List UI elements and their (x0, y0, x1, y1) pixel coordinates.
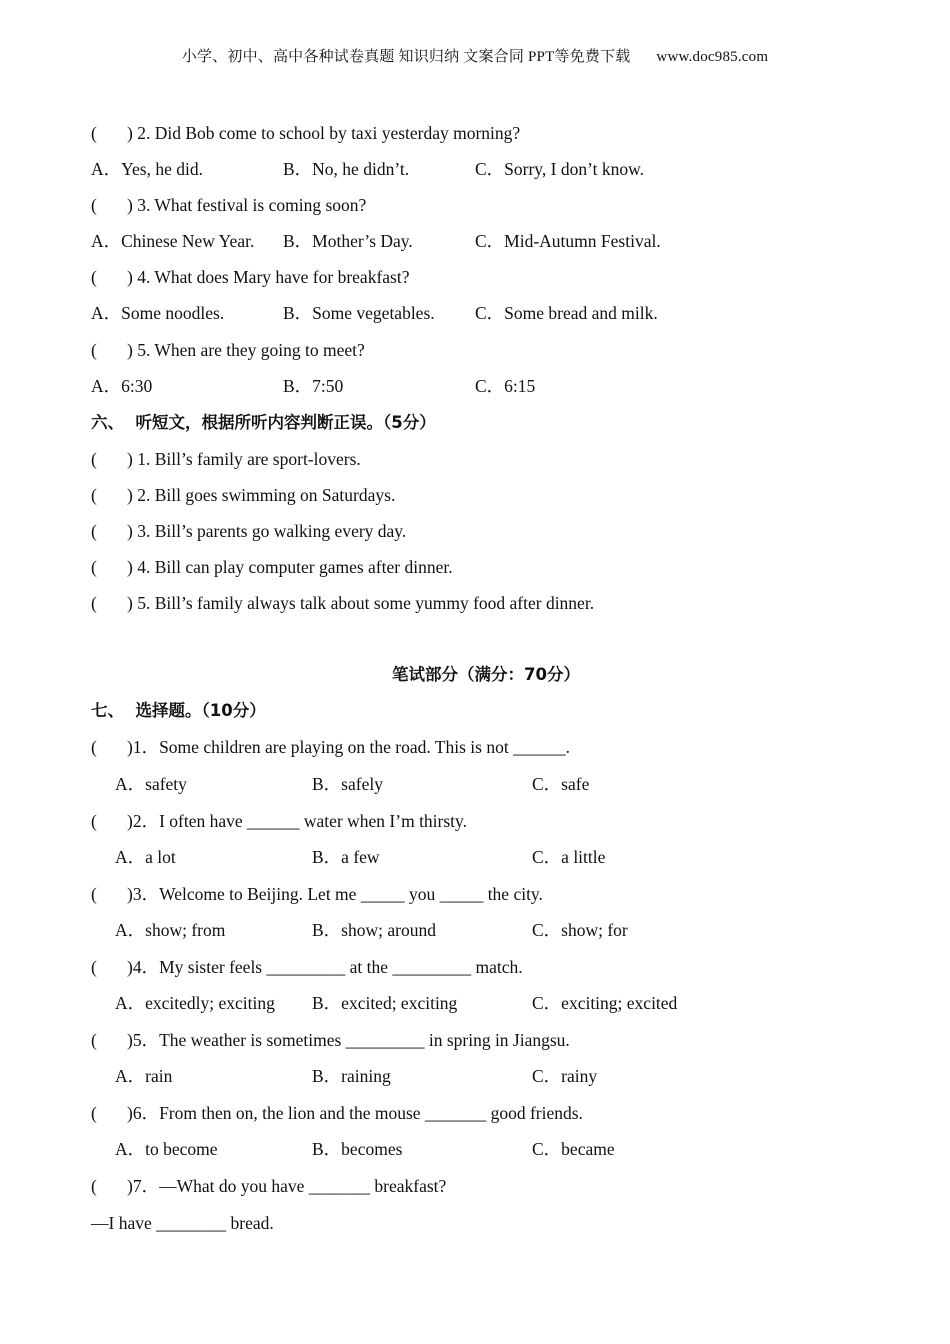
option-b: B．a few (312, 847, 380, 867)
option-a: A．to become (115, 1139, 218, 1159)
option-c: C．a little (532, 847, 606, 867)
header-site: www.doc985.com (656, 49, 769, 65)
choice-question-7: ( )7．—What do you have _______ breakfast? (91, 1176, 447, 1196)
option-c: C．rainy (532, 1066, 598, 1086)
option-b: B．show; around (312, 920, 436, 940)
choice-question-5: ( )5．The weather is sometimes _________ in spring in Jiangsu. (91, 1030, 570, 1050)
listening-question-5: ( ) 5. When are they going to meet? (91, 340, 365, 360)
header-text: 小学、初中、高中各种试卷真题 知识归纳 文案合同 PPT等免费下载 (181, 49, 631, 65)
option-c: C．Some bread and milk. (475, 303, 658, 323)
choice-question-2: ( )2．I often have ______ water when I’m thirsty. (91, 811, 468, 831)
option-c: C．Sorry, I don’t know. (475, 159, 645, 179)
option-a: A．Chinese New Year. (91, 231, 255, 251)
true-false-item: ( ) 3. Bill’s parents go walking every day. (91, 521, 407, 541)
written-part-title: 笔试部分（满分：70分） (392, 665, 580, 684)
true-false-item: ( ) 4. Bill can play computer games after dinner. (91, 557, 453, 577)
page-header (0, 45, 950, 66)
true-false-item: ( ) 5. Bill’s family always talk about some yummy food after dinner. (91, 593, 595, 613)
option-a: A．rain (115, 1066, 173, 1086)
true-false-item: ( ) 1. Bill’s family are sport-lovers. (91, 449, 361, 469)
option-c: C．safe (532, 774, 590, 794)
option-b: B．Some vegetables. (283, 303, 435, 323)
option-b: B．7:50 (283, 376, 344, 396)
choice-question-6: ( )6．From then on, the lion and the mouse _______ good friends. (91, 1103, 583, 1123)
listening-question-2: ( ) 2. Did Bob come to school by taxi yesterday morning? (91, 123, 521, 143)
option-c: C．6:15 (475, 376, 536, 396)
option-a: A．6:30 (91, 376, 153, 396)
option-a: A．Yes, he did. (91, 159, 203, 179)
option-c: C．became (532, 1139, 615, 1159)
option-b: B．excited; exciting (312, 993, 458, 1013)
option-b: B．safely (312, 774, 383, 794)
choice-question-4: ( )4．My sister feels _________ at the _________ match. (91, 957, 523, 977)
listening-question-4: ( ) 4. What does Mary have for breakfast? (91, 267, 410, 287)
option-b: B．raining (312, 1066, 391, 1086)
option-a: A．Some noodles. (91, 303, 225, 323)
option-c: C．exciting; excited (532, 993, 678, 1013)
option-b: B．No, he didn’t. (283, 159, 410, 179)
option-c: C．Mid-Autumn Festival. (475, 231, 661, 251)
true-false-item: ( ) 2. Bill goes swimming on Saturdays. (91, 485, 396, 505)
option-b: B．becomes (312, 1139, 403, 1159)
section-7-title: 七、 选择题。（10分） (91, 701, 266, 720)
option-a: A．a lot (115, 847, 176, 867)
option-b: B．Mother’s Day. (283, 231, 413, 251)
listening-question-3: ( ) 3. What festival is coming soon? (91, 195, 367, 215)
option-c: C．show; for (532, 920, 628, 940)
choice-question-3: ( )3．Welcome to Beijing. Let me _____ you _____ the city. (91, 884, 543, 904)
option-a: A．excitedly; exciting (115, 993, 275, 1013)
section-6-title: 六、 听短文，根据所听内容判断正误。（5分） (91, 413, 436, 432)
q7-answer-line: —I have ________ bread. (91, 1213, 274, 1233)
option-a: A．show; from (115, 920, 226, 940)
choice-question-1: ( )1．Some children are playing on the road. This is not ______. (91, 737, 570, 757)
option-a: A．safety (115, 774, 187, 794)
